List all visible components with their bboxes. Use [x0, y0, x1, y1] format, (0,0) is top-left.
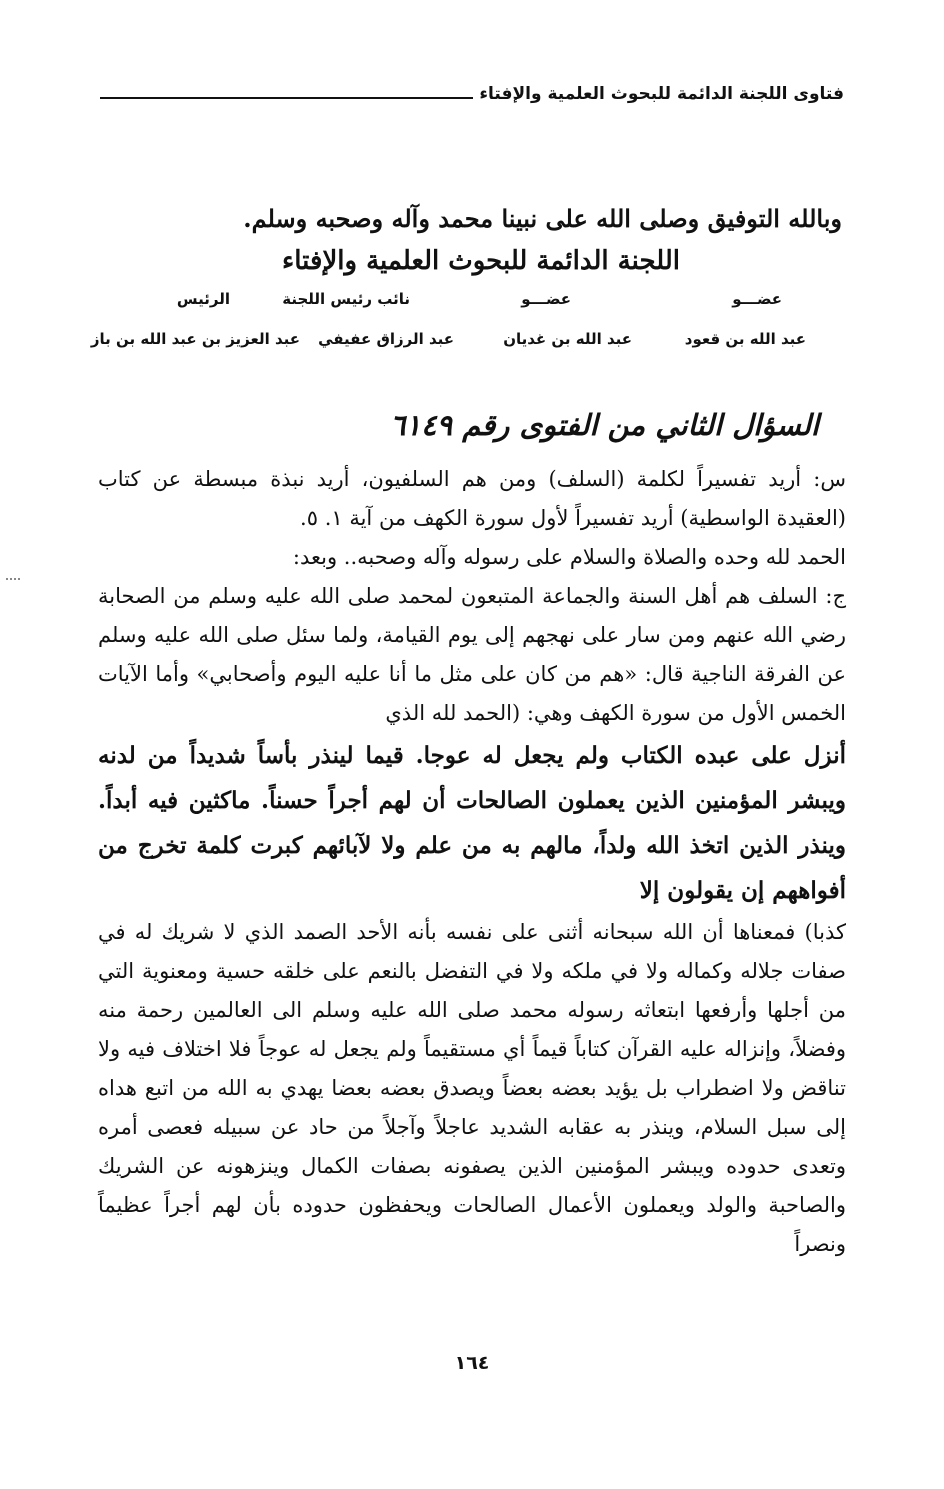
name-member-1: عبد الله بن قعود [684, 330, 806, 348]
role-member-1: عضـــو [732, 290, 782, 308]
answer-paragraph: ج: السلف هم أهل السنة والجماعة المتبعون لمحمد صلى الله عليه وسلم من الصحابة رضي الله عنهم ومن سار على نهجهم إلى يوم القيامة، ولما سئل صلى الله عليه وسلم عن الفرقة الناجية قال: «هم من كان على مثل ما أنا عليه اليوم وأصحابي» وأما الآيات الخمس الأول من سورة الكهف وهي: (الحمد لله الذي [98, 584, 846, 725]
scan-artifact [6, 578, 20, 582]
name-member-2: عبد الله بن غديان [503, 330, 632, 348]
name-vice-chairman: عبد الرزاق عفيفي [318, 330, 454, 348]
role-member-2: عضـــو [521, 290, 571, 308]
fatwa-body [98, 460, 846, 1264]
praise-paragraph: الحمد لله وحده والصلاة والسلام على رسوله وآله وصحبه.. وبعد: [292, 545, 846, 569]
role-chairman: الرئيس [176, 290, 230, 308]
running-head-title: فتاوى اللجنة الدائمة للبحوث العلمية والإفتاء [479, 84, 844, 104]
question-paragraph: س: أريد تفسيراً لكلمة (السلف) ومن هم السلفيون، أريد نبذة مبسطة عن كتاب (العقيدة الواسطية) أريد تفسيراً لأول سورة الكهف من آية ١. ٥. [98, 467, 846, 530]
role-vice-chairman: نائب رئيس اللجنة [282, 290, 410, 308]
explanation-paragraph: كذبا) فمعناها أن الله سبحانه أثنى على نفسه بأنه الأحد الصمد الذي لا شريك له في صفات جلاله وكماله ولا في ملكه ولا في التفضل بالنعم على خلقه حسية ومعنوية التي من أجلها وأرفعها ابتعاثه رسوله محمد صلى الله عليه وسلم الى العالمين رحمة منه وفضلاً، وإنزاله عليه القرآن كتاباً قيماً أي مستقيماً ولم يجعل له عوجاً فلا اختلاف فيه ولا تناقض ولا اضطراب بل يؤيد بعضه بعضاً ويصدق بعضه بعضا يهدي به الله من اتبع هداه إلى سبل السلام، وينذر به عقابه الشديد عاجلاً وآجلاً من حاد عن سبيله فعصى أمره وتعدى حدوده ويبشر المؤمنين الذين يصفونه بصفات الكمال وينزهونه عن الشريك والصاحبة والولد ويعملون الأعمال الصالحات ويحفظون حدوده بأن لهم أجراً عظيماً ونصراً [98, 920, 846, 1256]
quran-verses-paragraph: أنزل على عبده الكتاب ولم يجعل له عوجا. قيما لينذر بأساً شديداً من لدنه ويبشر المؤمنين الذين يعملون الصالحات أن لهم أجراً حسناً. ماكثين فيه أبداً. وينذر الذين اتخذ الله ولداً، مالهم به من علم ولا لآبائهم كبرت كلمة تخرج من أفواههم إن يقولون إلا [98, 742, 846, 904]
closing-line: وبالله التوفيق وصلى الله على نبينا محمد وآله وصحبه وسلم. [243, 204, 842, 233]
committee-title: اللجنة الدائمة للبحوث العلمية والإفتاء [282, 246, 680, 276]
header-rule [100, 97, 473, 99]
running-header [100, 84, 844, 104]
name-chairman: عبد العزيز بن عبد الله بن باز [90, 330, 300, 348]
question-heading: السؤال الثاني من الفتوى رقم ٦١٤٩ [389, 408, 819, 442]
page-number: ١٦٤ [454, 1352, 490, 1374]
